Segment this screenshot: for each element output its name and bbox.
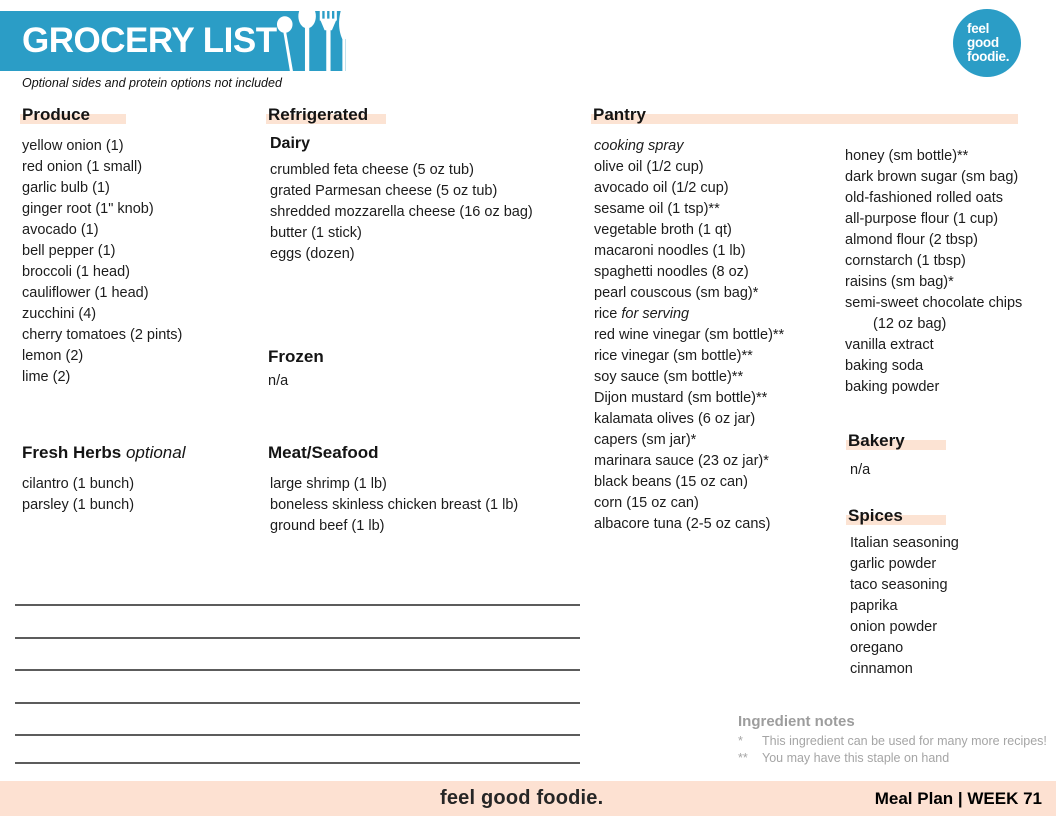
list-item: lime (2) (22, 369, 71, 385)
list-item: rice vinegar (sm bottle)** (594, 348, 753, 364)
list-item: shredded mozzarella cheese (16 oz bag) (270, 204, 533, 220)
bakery-list (850, 460, 870, 481)
list-item: capers (sm jar)* (594, 432, 697, 448)
ruled-line (15, 702, 580, 704)
footer-week-label: Meal Plan | WEEK 71 (874, 789, 1042, 808)
optional-label: optional (125, 443, 186, 462)
subsection-header-dairy: Dairy (270, 135, 311, 152)
section-header-produce: Produce (22, 105, 90, 125)
list-item: kalamata olives (6 oz jar) (594, 411, 756, 427)
list-item: baking soda (845, 358, 924, 374)
list-item: n/a (268, 373, 289, 389)
note-text: This ingredient can be used for many more recipes! (762, 734, 1047, 748)
frozen-list (268, 371, 288, 392)
list-item: vegetable broth (1 qt) (594, 222, 732, 238)
list-item: oregano (850, 640, 904, 656)
produce-list (22, 136, 182, 388)
list-item: spaghetti noodles (8 oz) (594, 264, 749, 280)
fresh-herbs-list (22, 474, 134, 516)
pantry-list-right (845, 146, 1022, 398)
list-item: marinara sauce (23 oz jar)* (594, 453, 769, 469)
page-title: GROCERY LIST (22, 21, 277, 60)
section-header-frozen: Frozen (268, 347, 324, 366)
list-item: paprika (850, 598, 898, 614)
list-item: cornstarch (1 tbsp) (845, 253, 966, 269)
list-item: rice for serving (594, 306, 690, 322)
section-header-spices: Spices (848, 506, 903, 526)
list-item: yellow onion (1) (22, 138, 124, 154)
list-item: garlic powder (850, 556, 937, 572)
list-item: parsley (1 bunch) (22, 497, 135, 513)
list-item: large shrimp (1 lb) (270, 476, 387, 492)
list-item: zucchini (4) (22, 306, 97, 322)
list-item: corn (15 oz can) (594, 495, 699, 511)
list-item: Italian seasoning (850, 535, 959, 551)
list-item: foodie. (967, 49, 1010, 64)
dairy-list (270, 160, 533, 265)
list-item: butter (1 stick) (270, 225, 362, 241)
list-item: dark brown sugar (sm bag) (845, 169, 1019, 185)
list-item: old-fashioned rolled oats (845, 190, 1003, 206)
footer-bar (0, 781, 1056, 816)
list-item: cinnamon (850, 661, 913, 677)
list-item: avocado oil (1/2 cup) (594, 180, 729, 196)
list-item: Dijon mustard (sm bottle)** (594, 390, 768, 406)
ingredient-notes (738, 713, 1050, 767)
list-item: onion powder (850, 619, 938, 635)
list-item: cooking spray (594, 138, 684, 154)
list-item: n/a (850, 462, 871, 478)
list-item: eggs (dozen) (270, 246, 355, 262)
list-item: black beans (15 oz can) (594, 474, 748, 490)
list-item: lemon (2) (22, 348, 84, 364)
note-row (738, 750, 1050, 767)
list-item: ginger root (1" knob) (22, 201, 154, 217)
list-item: baking powder (845, 379, 940, 395)
section-header-fresh-herbs: Fresh Herbs optional (22, 443, 186, 462)
note-marker: * (738, 734, 743, 748)
ruled-line (15, 734, 580, 736)
section-header-meat-seafood: Meat/Seafood (268, 443, 379, 462)
list-item: cauliflower (1 head) (22, 285, 149, 301)
list-item: albacore tuna (2-5 oz cans) (594, 516, 771, 532)
list-item: cherry tomatoes (2 pints) (22, 327, 183, 343)
list-item: taco seasoning (850, 577, 948, 593)
list-item: ground beef (1 lb) (270, 518, 385, 534)
list-item: soy sauce (sm bottle)** (594, 369, 744, 385)
ruled-line (15, 637, 580, 639)
list-item: vanilla extract (845, 337, 934, 353)
header-banner (0, 11, 346, 71)
list-item: honey (sm bottle)** (845, 148, 969, 164)
list-item: all-purpose flour (1 cup) (845, 211, 999, 227)
pantry-list-left (594, 136, 784, 535)
list-item: sesame oil (1 tsp)** (594, 201, 720, 217)
list-item: feel (967, 21, 990, 36)
note-text: You may have this staple on hand (762, 751, 950, 765)
section-header-refrigerated: Refrigerated (268, 105, 368, 125)
list-item: olive oil (1/2 cup) (594, 159, 704, 175)
ruled-line (15, 762, 580, 764)
list-item: grated Parmesan cheese (5 oz tub) (270, 183, 498, 199)
list-item: garlic bulb (1) (22, 180, 110, 196)
cutlery-icon (276, 2, 346, 80)
list-item: (12 oz bag) (873, 316, 947, 332)
section-header-pantry: Pantry (593, 105, 646, 125)
list-item: red wine vinegar (sm bottle)** (594, 327, 785, 343)
list-item: pearl couscous (sm bag)* (594, 285, 759, 301)
list-item: cilantro (1 bunch) (22, 476, 135, 492)
section-header-bakery: Bakery (848, 431, 905, 451)
footer-wordmark: feel good foodie. (440, 787, 604, 809)
subtitle: Optional sides and protein options not included (22, 76, 282, 90)
ingredient-notes-title: Ingredient notes (738, 713, 855, 730)
list-item: bell pepper (1) (22, 243, 116, 259)
list-item: avocado (1) (22, 222, 99, 238)
ruled-line (15, 669, 580, 671)
list-item: raisins (sm bag)* (845, 274, 954, 290)
header-highlight (591, 114, 1018, 124)
list-item: broccoli (1 head) (22, 264, 130, 280)
list-item: semi-sweet chocolate chips (845, 295, 1023, 311)
ruled-line (15, 604, 580, 606)
list-item: good (967, 35, 999, 50)
meat-seafood-list (270, 474, 518, 537)
note-marker: ** (738, 751, 748, 765)
spices-list (850, 533, 959, 680)
list-item: macaroni noodles (1 lb) (594, 243, 746, 259)
list-item: boneless skinless chicken breast (1 lb) (270, 497, 519, 513)
brand-logo (953, 9, 1021, 77)
list-item: crumbled feta cheese (5 oz tub) (270, 162, 474, 178)
list-item: almond flour (2 tbsp) (845, 232, 978, 248)
list-item: red onion (1 small) (22, 159, 143, 175)
note-row (738, 733, 1050, 750)
